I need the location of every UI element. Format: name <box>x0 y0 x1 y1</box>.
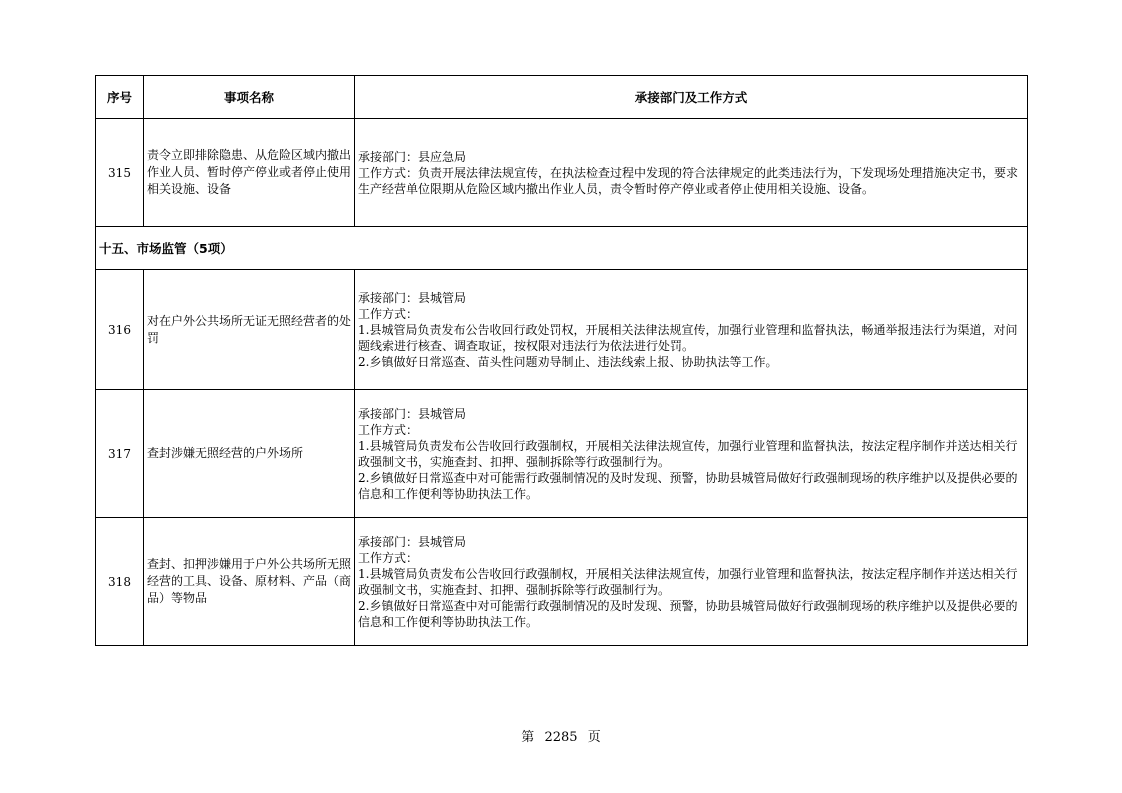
department-method <box>355 270 1028 390</box>
item-name: 对在户外公共场所无证无照经营者的处罚 <box>144 270 355 390</box>
table-row <box>96 390 1028 518</box>
table-row <box>96 119 1028 227</box>
method-label: 工作方式： <box>358 550 419 565</box>
method-item-2: 2.乡镇做好日常巡查中对可能需行政强制情况的及时发现、预警，协助县城管局做好行政强制现场的秩序维护以及提供必要的信息和工作便利等协助执法工作。 <box>358 598 1018 629</box>
department-line: 承接部门：县城管局 <box>358 290 467 305</box>
method-item-1: 1.县城管局负责发布公告收回行政处罚权，开展相关法律法规宣传，加强行业管理和监督执法，畅通举报违法行为渠道，对问题线索进行核查、调查取证，按权限对违法行为依法进行处罚。 <box>358 322 1018 353</box>
header-department-method: 承接部门及工作方式 <box>355 76 1028 119</box>
department-method <box>355 119 1028 227</box>
method-item-2: 2.乡镇做好日常巡查中对可能需行政强制情况的及时发现、预警，协助县城管局做好行政强制现场的秩序维护以及提供必要的信息和工作便利等协助执法工作。 <box>358 470 1018 501</box>
method-item-1: 1.县城管局负责发布公告收回行政强制权，开展相关法律法规宣传，加强行业管理和监督执法，按法定程序制作并送达相关行政强制文书，实施查封、扣押、强制拆除等行政强制行为。 <box>358 566 1018 597</box>
header-item-name: 事项名称 <box>144 76 355 119</box>
department-method <box>355 390 1028 518</box>
page-prefix: 第 <box>521 730 535 745</box>
method-label: 工作方式： <box>358 306 419 321</box>
department-line: 承接部门：县城管局 <box>358 534 467 549</box>
row-number: 318 <box>96 518 144 646</box>
item-name: 查封、扣押涉嫌用于户外公共场所无照经营的工具、设备、原材料、产品（商品）等物品 <box>144 518 355 646</box>
table-row <box>96 518 1028 646</box>
item-name: 查封涉嫌无照经营的户外场所 <box>144 390 355 518</box>
row-number: 316 <box>96 270 144 390</box>
header-row <box>96 76 1028 119</box>
item-name: 责令立即排除隐患、从危险区域内撤出作业人员、暂时停产停业或者停止使用相关设施、设备 <box>144 119 355 227</box>
page-suffix: 页 <box>587 730 601 745</box>
table-row <box>96 270 1028 390</box>
method-line: 工作方式：负责开展法律法规宣传，在执法检查过程中发现的符合法律规定的此类违法行为，下发现场处理措施决定书，要求生产经营单位限期从危险区域内撤出作业人员，责令暂时停产停业或者停止使用相关设施、设备。 <box>358 165 1019 196</box>
department-method <box>355 518 1028 646</box>
row-number: 317 <box>96 390 144 518</box>
page-footer <box>0 726 1122 745</box>
header-number: 序号 <box>96 76 144 119</box>
section-row <box>96 227 1028 270</box>
method-label: 工作方式： <box>358 422 419 437</box>
department-line: 承接部门：县应急局 <box>358 149 467 164</box>
page-number: 2285 <box>544 730 578 745</box>
row-number: 315 <box>96 119 144 227</box>
matters-table <box>95 75 1028 646</box>
method-item-1: 1.县城管局负责发布公告收回行政强制权，开展相关法律法规宣传，加强行业管理和监督执法，按法定程序制作并送达相关行政强制文书，实施查封、扣押、强制拆除等行政强制行为。 <box>358 438 1018 469</box>
method-item-2: 2.乡镇做好日常巡查、苗头性问题劝导制止、违法线索上报、协助执法等工作。 <box>358 354 778 369</box>
section-title: 十五、市场监管（5项） <box>96 227 1028 270</box>
department-line: 承接部门：县城管局 <box>358 406 467 421</box>
